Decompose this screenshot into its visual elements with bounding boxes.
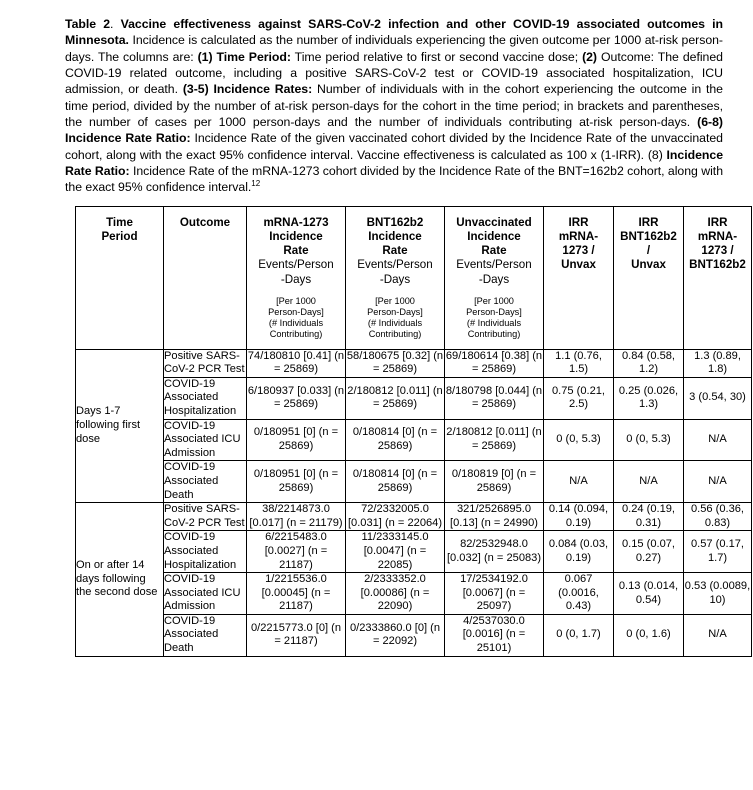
outcome-cell: COVID-19 Associated ICU Admission [164, 573, 247, 615]
unvaccinated-rate-cell: 17/2534192.0 [0.0067] (n = 25097) [445, 573, 544, 615]
outcome-cell: COVID-19 Associated ICU Admission [164, 419, 247, 461]
irr-mrna-bnt-cell: 0.56 (0.36, 0.83) [684, 503, 752, 531]
header-main: IRR BNT162b2 / Unvax [620, 215, 677, 272]
irr-mrna-bnt-cell: 1.3 (0.89, 1.8) [684, 349, 752, 377]
column-header-bnt162b2 [346, 206, 445, 349]
irr-mrna-unvax-cell: 0 (0, 5.3) [544, 419, 614, 461]
header-main: BNT162b2 Incidence Rate [366, 215, 424, 258]
table-row [76, 377, 752, 419]
irr-mrna-unvax-cell: N/A [544, 461, 614, 503]
irr-mrna-unvax-cell: 0.084 (0.03, 0.19) [544, 531, 614, 573]
bnt162b2-rate-cell: 2/2333352.0 [0.00086] (n = 22090) [346, 573, 445, 615]
unvaccinated-rate-cell: 8/180798 [0.044] (n = 25869) [445, 377, 544, 419]
time-period-cell: On or after 14 days following the second dose [76, 503, 164, 657]
caption-bold-4: (6-8) Incidence Rate Ratio: [65, 115, 723, 146]
mrna1273-rate-cell: 74/180810 [0.41] (n = 25869) [247, 349, 346, 377]
header-sub: Events/Person -Days [357, 258, 433, 286]
irr-bnt-unvax-cell: 0 (0, 1.6) [614, 614, 684, 656]
irr-mrna-bnt-cell: N/A [684, 461, 752, 503]
caption-label: Table 2 [65, 17, 111, 31]
caption-body-5: Incidence Rate of the given vaccinated cohort divided by the Incidence Rate of the unvaccinated cohort, along with the exact 95% confidence interval. Vaccine effectiveness is calculated as 100 x (1-IRR). (8) [65, 131, 723, 162]
unvaccinated-rate-cell: 82/2532948.0 [0.032] (n = 25083) [445, 531, 544, 573]
irr-bnt-unvax-cell: 0.25 (0.026, 1.3) [614, 377, 684, 419]
table-row [76, 573, 752, 615]
caption-bold-5: Incidence Rate Ratio: [65, 147, 723, 179]
irr-mrna-unvax-cell: 0.067 (0.0016, 0.43) [544, 573, 614, 615]
mrna1273-rate-cell: 6/2215483.0 [0.0027] (n = 21187) [247, 531, 346, 573]
column-header-irr-mrna-unvax [544, 206, 614, 349]
irr-mrna-unvax-cell: 0.75 (0.21, 2.5) [544, 377, 614, 419]
irr-mrna-unvax-cell: 0 (0, 1.7) [544, 614, 614, 656]
header-sub: Events/Person -Days [456, 258, 532, 286]
header-small: [Per 1000 Person-Days] (# Individuals Contributing) [466, 295, 522, 340]
table-row [76, 419, 752, 461]
unvaccinated-rate-cell: 0/180819 [0] (n = 25869) [445, 461, 544, 503]
time-period-cell: Days 1-7 following first dose [76, 349, 164, 503]
unvaccinated-rate-cell: 321/2526895.0 [0.13] (n = 24990) [445, 503, 544, 531]
column-header-unvaccinated [445, 206, 544, 349]
mrna1273-rate-cell: 1/2215536.0 [0.00045] (n = 21187) [247, 573, 346, 615]
outcome-cell: Positive SARS-CoV-2 PCR Test [164, 503, 247, 531]
irr-bnt-unvax-cell: 0.13 (0.014, 0.54) [614, 573, 684, 615]
header-main: Unvaccinated Incidence Rate [456, 215, 532, 258]
caption-bold-3: (3-5) Incidence Rates: [182, 82, 313, 97]
bnt162b2-rate-cell: 58/180675 [0.32] (n = 25869) [346, 349, 445, 377]
header-small: [Per 1000 Person-Days] (# Individuals Contributing) [367, 295, 423, 340]
header-sub: Events/Person -Days [258, 258, 334, 286]
header-main: Time Period [101, 215, 138, 243]
caption-body-3: Outcome: The defined COVID-19 related outcome, including a positive SARS-CoV-2 test or COVID-19 associated hospitalization, ICU admission, or death. [65, 49, 723, 97]
irr-mrna-bnt-cell: 0.53 (0.0089, 10) [684, 573, 752, 615]
bnt162b2-rate-cell: 2/180812 [0.011] (n = 25869) [346, 377, 445, 419]
table-caption [65, 16, 723, 196]
caption-footnote-marker: 12 [251, 179, 261, 189]
irr-bnt-unvax-cell: 0.24 (0.19, 0.31) [614, 503, 684, 531]
caption-title: Vaccine effectiveness against SARS-CoV-2 infection and other COVID-19 associated outcomes in Minnesota. [65, 17, 723, 48]
bnt162b2-rate-cell: 0/2333860.0 [0] (n = 22092) [346, 614, 445, 656]
column-header-irr-bnt-unvax [614, 206, 684, 349]
irr-mrna-bnt-cell: 3 (0.54, 30) [684, 377, 752, 419]
header-main: Outcome [179, 215, 231, 229]
caption-bold-2: (2) [582, 49, 598, 64]
table-header-row [76, 206, 752, 349]
mrna1273-rate-cell: 38/2214873.0 [0.017] (n = 21179) [247, 503, 346, 531]
caption-body-4: Number of individuals with in the cohort experiencing the outcome in the time period, divided by the number of at-risk person-days for the cohort in the time period; in brackets and parentheses, the number of cases per 1000 person-days and the number of individuals contributing at-risk person-days. [65, 82, 723, 130]
irr-bnt-unvax-cell: 0.84 (0.58, 1.2) [614, 349, 684, 377]
unvaccinated-rate-cell: 69/180614 [0.38] (n = 25869) [445, 349, 544, 377]
irr-mrna-unvax-cell: 1.1 (0.76, 1.5) [544, 349, 614, 377]
outcome-cell: COVID-19 Associated Hospitalization [164, 377, 247, 419]
outcome-cell: COVID-19 Associated Death [164, 461, 247, 503]
header-main: mRNA-1273 Incidence Rate [263, 215, 329, 258]
column-header-outcome [164, 206, 247, 349]
caption-body-2: Time period relative to first or second vaccine dose; [290, 49, 583, 64]
caption-body-1: Incidence is calculated as the number of individuals experiencing the given outcome per 1000 at-risk person-days. The columns are: [65, 33, 723, 64]
unvaccinated-rate-cell: 4/2537030.0 [0.0016] (n = 25101) [445, 614, 544, 656]
bnt162b2-rate-cell: 0/180814 [0] (n = 25869) [346, 461, 445, 503]
column-header-mrna-1273 [247, 206, 346, 349]
caption-body-6: Incidence Rate of the mRNA-1273 cohort divided by the Incidence Rate of the BNT=162b2 cohort, along with the exact 95% confidence interval. [65, 164, 724, 195]
bnt162b2-rate-cell: 0/180814 [0] (n = 25869) [346, 419, 445, 461]
header-main: IRR mRNA- 1273 / BNT162b2 [689, 215, 746, 272]
irr-mrna-bnt-cell: 0.57 (0.17, 1.7) [684, 531, 752, 573]
irr-mrna-unvax-cell: 0.14 (0.094, 0.19) [544, 503, 614, 531]
column-header-irr-mrna-bnt [684, 206, 752, 349]
header-main: IRR mRNA- 1273 / Unvax [558, 215, 599, 272]
column-header-time-period [76, 206, 164, 349]
table-row [76, 503, 752, 531]
caption-label-period: . [110, 17, 121, 31]
outcome-cell: COVID-19 Associated Death [164, 614, 247, 656]
bnt162b2-rate-cell: 72/2332005.0 [0.031] (n = 22064) [346, 503, 445, 531]
bnt162b2-rate-cell: 11/2333145.0 [0.0047] (n = 22085) [346, 531, 445, 573]
header-small: [Per 1000 Person-Days] (# Individuals Contributing) [268, 295, 324, 340]
outcome-cell: COVID-19 Associated Hospitalization [164, 531, 247, 573]
table-row [76, 349, 752, 377]
mrna1273-rate-cell: 0/2215773.0 [0] (n = 21187) [247, 614, 346, 656]
irr-mrna-bnt-cell: N/A [684, 614, 752, 656]
table-container [75, 206, 751, 657]
irr-bnt-unvax-cell: 0 (0, 5.3) [614, 419, 684, 461]
irr-mrna-bnt-cell: N/A [684, 419, 752, 461]
table-row [76, 531, 752, 573]
mrna1273-rate-cell: 6/180937 [0.033] (n = 25869) [247, 377, 346, 419]
mrna1273-rate-cell: 0/180951 [0] (n = 25869) [247, 461, 346, 503]
caption-bold-1: (1) Time Period: [197, 49, 291, 64]
table-row [76, 614, 752, 656]
unvaccinated-rate-cell: 2/180812 [0.011] (n = 25869) [445, 419, 544, 461]
irr-bnt-unvax-cell: 0.15 (0.07, 0.27) [614, 531, 684, 573]
vaccine-effectiveness-table [75, 206, 752, 657]
outcome-cell: Positive SARS-CoV-2 PCR Test [164, 349, 247, 377]
table-row [76, 461, 752, 503]
mrna1273-rate-cell: 0/180951 [0] (n = 25869) [247, 419, 346, 461]
irr-bnt-unvax-cell: N/A [614, 461, 684, 503]
